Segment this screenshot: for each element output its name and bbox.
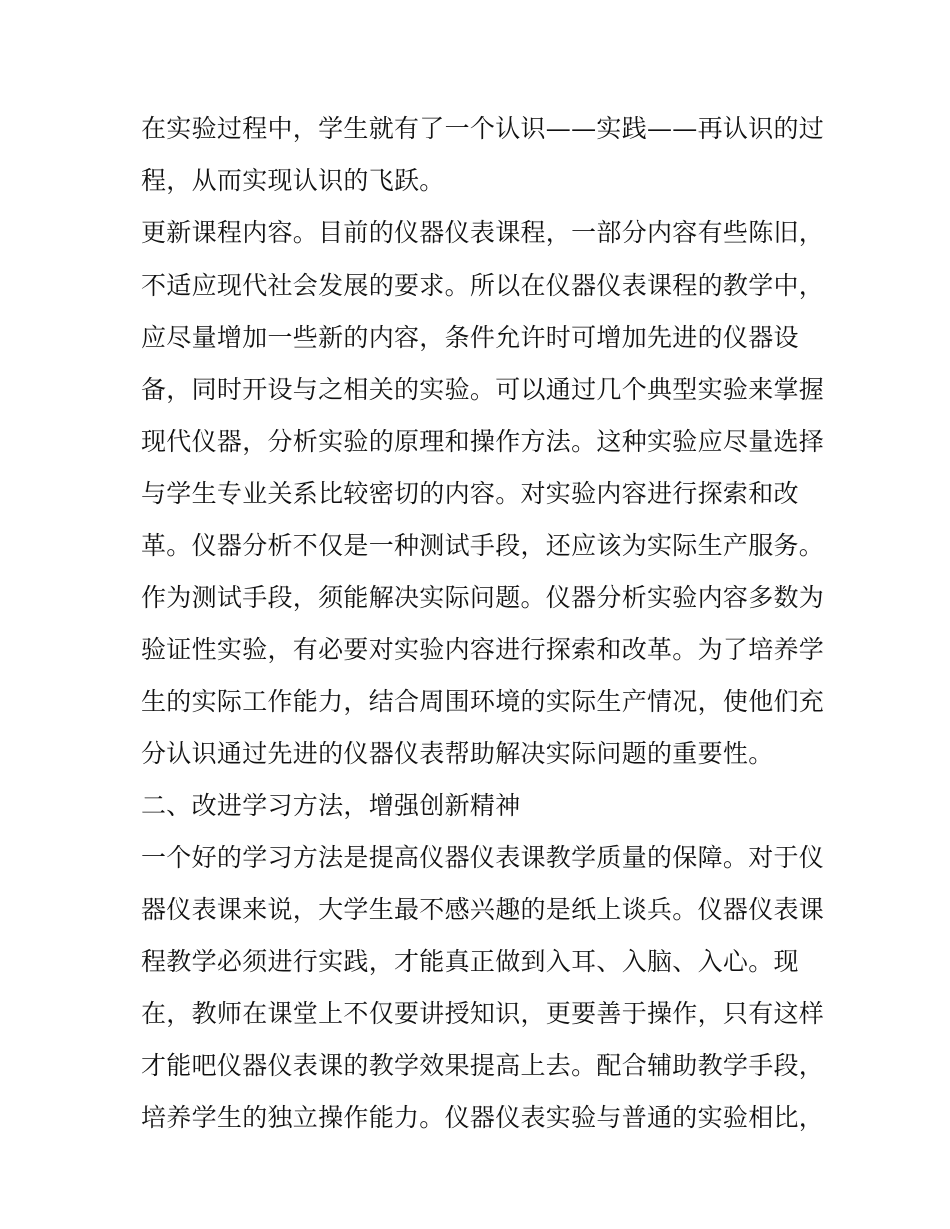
text-line: 程，从而实现认识的飞跃。 <box>141 166 445 195</box>
text-line: 培养学生的独立操作能力。仪器仪表实验与普通的实验相比， <box>141 1103 825 1132</box>
text-line: 应尽量增加一些新的内容，条件允许时可增加先进的仪器设 <box>141 323 799 352</box>
section-heading: 二、改进学习方法，增强创新精神 <box>141 791 521 820</box>
text-line: 一个好的学习方法是提高仪器仪表课教学质量的保障。对于仪 <box>141 843 825 872</box>
text-line: 现代仪器，分析实验的原理和操作方法。这种实验应尽量选择 <box>141 427 825 456</box>
text-line: 在，教师在课堂上不仅要讲授知识，更要善于操作，只有这样 <box>141 999 825 1028</box>
text-line: 备，同时开设与之相关的实验。可以通过几个典型实验来掌握 <box>141 375 825 404</box>
text-line: 才能吧仪器仪表课的教学效果提高上去。配合辅助教学手段， <box>141 1051 825 1080</box>
text-line: 革。仪器分析不仅是一种测试手段，还应该为实际生产服务。 <box>141 531 825 560</box>
text-line: 在实验过程中，学生就有了一个认识——实践——再认识的过 <box>141 114 825 143</box>
text-line: 器仪表课来说，大学生最不感兴趣的是纸上谈兵。仪器仪表课 <box>141 895 825 924</box>
text-line: 与学生专业关系比较密切的内容。对实验内容进行探索和改 <box>141 479 799 508</box>
text-line: 程教学必须进行实践，才能真正做到入耳、入脑、入心。现 <box>141 947 799 976</box>
text-line: 作为测试手段，须能解决实际问题。仪器分析实验内容多数为 <box>141 583 825 612</box>
text-line: 生的实际工作能力，结合周围环境的实际生产情况，使他们充 <box>141 687 825 716</box>
text-line: 不适应现代社会发展的要求。所以在仪器仪表课程的教学中， <box>141 271 825 300</box>
text-line: 分认识通过先进的仪器仪表帮助解决实际问题的重要性。 <box>141 739 774 768</box>
text-line: 验证性实验，有必要对实验内容进行探索和改革。为了培养学 <box>141 635 825 664</box>
text-line: 更新课程内容。目前的仪器仪表课程，一部分内容有些陈旧， <box>141 218 825 247</box>
